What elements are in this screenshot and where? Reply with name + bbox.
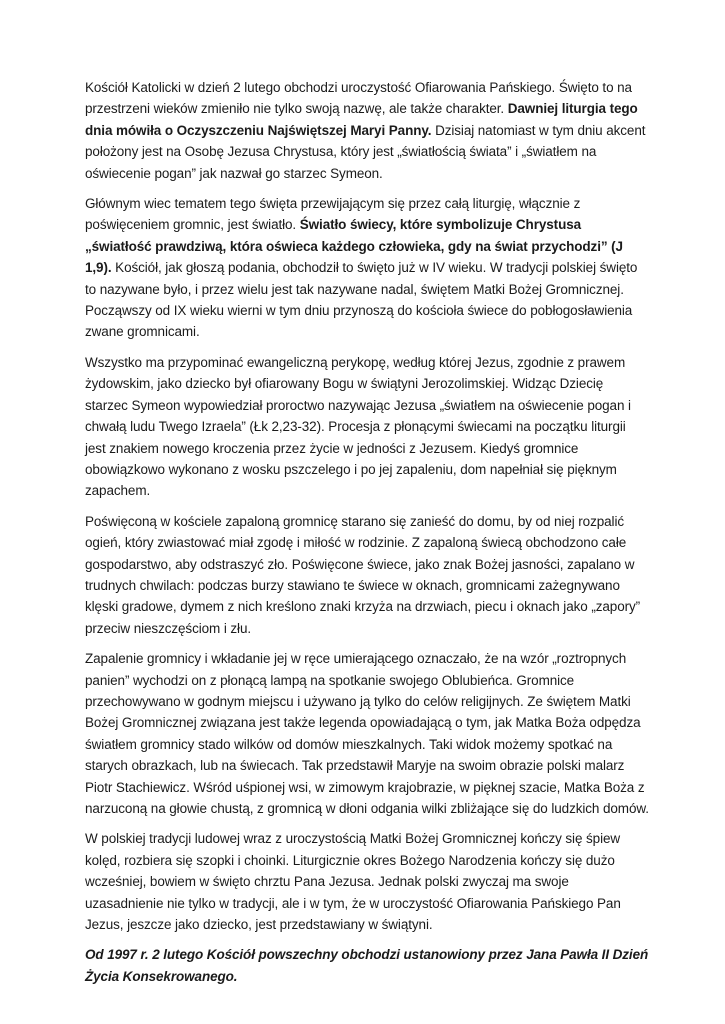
text-run: Od 1997 r. 2 lutego Kościół powszechny obchodzi ustanowiony przez Jana Pawła II Dzień Życia Konsekrowanego. [85, 947, 649, 984]
paragraph [85, 828, 649, 935]
text-run: Kościół, jak głoszą podania, obchodził to święto już w IV wieku. W tradycji polskiej święto to nazywane było, i przez wielu jest tak nazywane nadal, świętem Matki Bożej Gromnicznej. Począwszy od IX wieku wierni w tym dniu przynoszą do kościoła świece do pobłogosławienia zwane gromnicami. [85, 260, 638, 340]
text-run: Wszystko ma przypominać ewangeliczną perykopę, według której Jezus, zgodnie z prawem żydowskim, jako dziecko był ofiarowany Bogu w świątyni Jerozolimskiej. Widząc Dziecię starzec Symeon wypowiedział proroctwo nazywając Jezusa „światłem na oświecenie pogan i chwałą ludu Twego Izraela” (Łk 2,23-32). Procesja z płonącymi świecami na początku liturgii jest znakiem nowego kroczenia przez życie w jedności z Jezusem. Kiedyś gromnice obowiązkowo wykonano z wosku pszczelego i po jej zapaleniu, dom napełniał się pięknym zapachem. [85, 354, 631, 499]
text-run: Dawniej liturgia tego dnia mówiła o Oczyszczeniu Najświętszej Maryi Panny. [85, 101, 638, 138]
paragraph [85, 511, 649, 639]
text-run: Poświęconą w kościele zapaloną gromnicę starano się zanieść do domu, by od niej rozpalić ogień, który zwiastować miał zgodę i miłość w rodzinie. Z zapaloną świecą obchodzono całe gospodarstwo, aby odstraszyć zło. Poświęcone świece, jako znak Bożej jasności, zapalano w trudnych chwilach: podczas burzy stawiano te świece w oknach, gromnicami zażegnywano klęski gradowe, dymem z nich kreślono znaki krzyża na drzwiach, piecu i oknach jako „zapory” przeciw nieszczęściom i złu. [85, 513, 641, 636]
paragraph [85, 193, 649, 343]
paragraph [85, 352, 649, 502]
document-body [85, 77, 649, 996]
text-run: Głównym wiec tematem tego święta przewijającym się przez całą liturgię, włącznie z poświęceniem gromnic, jest światło. [85, 196, 581, 233]
paragraph [85, 648, 649, 819]
paragraph [85, 944, 649, 987]
text-run: W polskiej tradycji ludowej wraz z uroczystością Matki Bożej Gromnicznej kończy się śpiew kolęd, rozbiera się szopki i choinki. Liturgicznie okres Bożego Narodzenia kończy się dużo wcześniej, bowiem w święto chrztu Pana Jezusa. Jednak polski zwyczaj ma swoje uzasadnienie nie tylko w tradycji, ale i w tym, że w uroczystość Ofiarowania Pańskiego Pan Jezus, jeszcze jako dziecko, jest przedstawiany w świątyni. [85, 831, 621, 933]
paragraph [85, 77, 649, 184]
text-run: Światło świecy, które symbolizuje Chrystusa „światłość prawdziwą, która oświeca każdego człowieka, gdy na świat przychodzi” (J 1,9). [85, 217, 623, 276]
text-run: Kościół Katolicki w dzień 2 lutego obchodzi uroczystość Ofiarowania Pańskiego. Święto to na przestrzeni wieków zmieniło nie tylko swoją nazwę, ale także charakter. [85, 80, 632, 117]
text-run: Zapalenie gromnicy i wkładanie jej w ręce umierającego oznaczało, że na wzór „roztropnych panien” wychodzi on z płonącą lampą na spotkanie swojego Oblubieńca. Gromnice przechowywano w godnym miejscu i używano ją tylko do celów religijnych. Ze świętem Matki Bożej Gromnicznej związana jest także legenda opowiadającą o tym, jak Matka Boża odpędza światłem gromnicy stado wilków od domów mieszkalnych. Taki widok możemy spotkać na starych obrazkach, lub na świecach. Tak przedstawił Maryje na swoim obrazie polski malarz Piotr Stachiewicz. Wśród uśpionej wsi, w zimowym krajobrazie, w pięknej szacie, Matka Boża z narzuconą na głowie chustą, z gromnicą w dłoni odgania wilki zbliżające się do ludzkich domów. [85, 651, 649, 816]
text-run: Dzisiaj natomiast w tym dniu akcent położony jest na Osobę Jezusa Chrystusa, który jest „światłością świata” i „światłem na oświecenie pogan” jak nazwał go starzec Symeon. [85, 122, 646, 181]
